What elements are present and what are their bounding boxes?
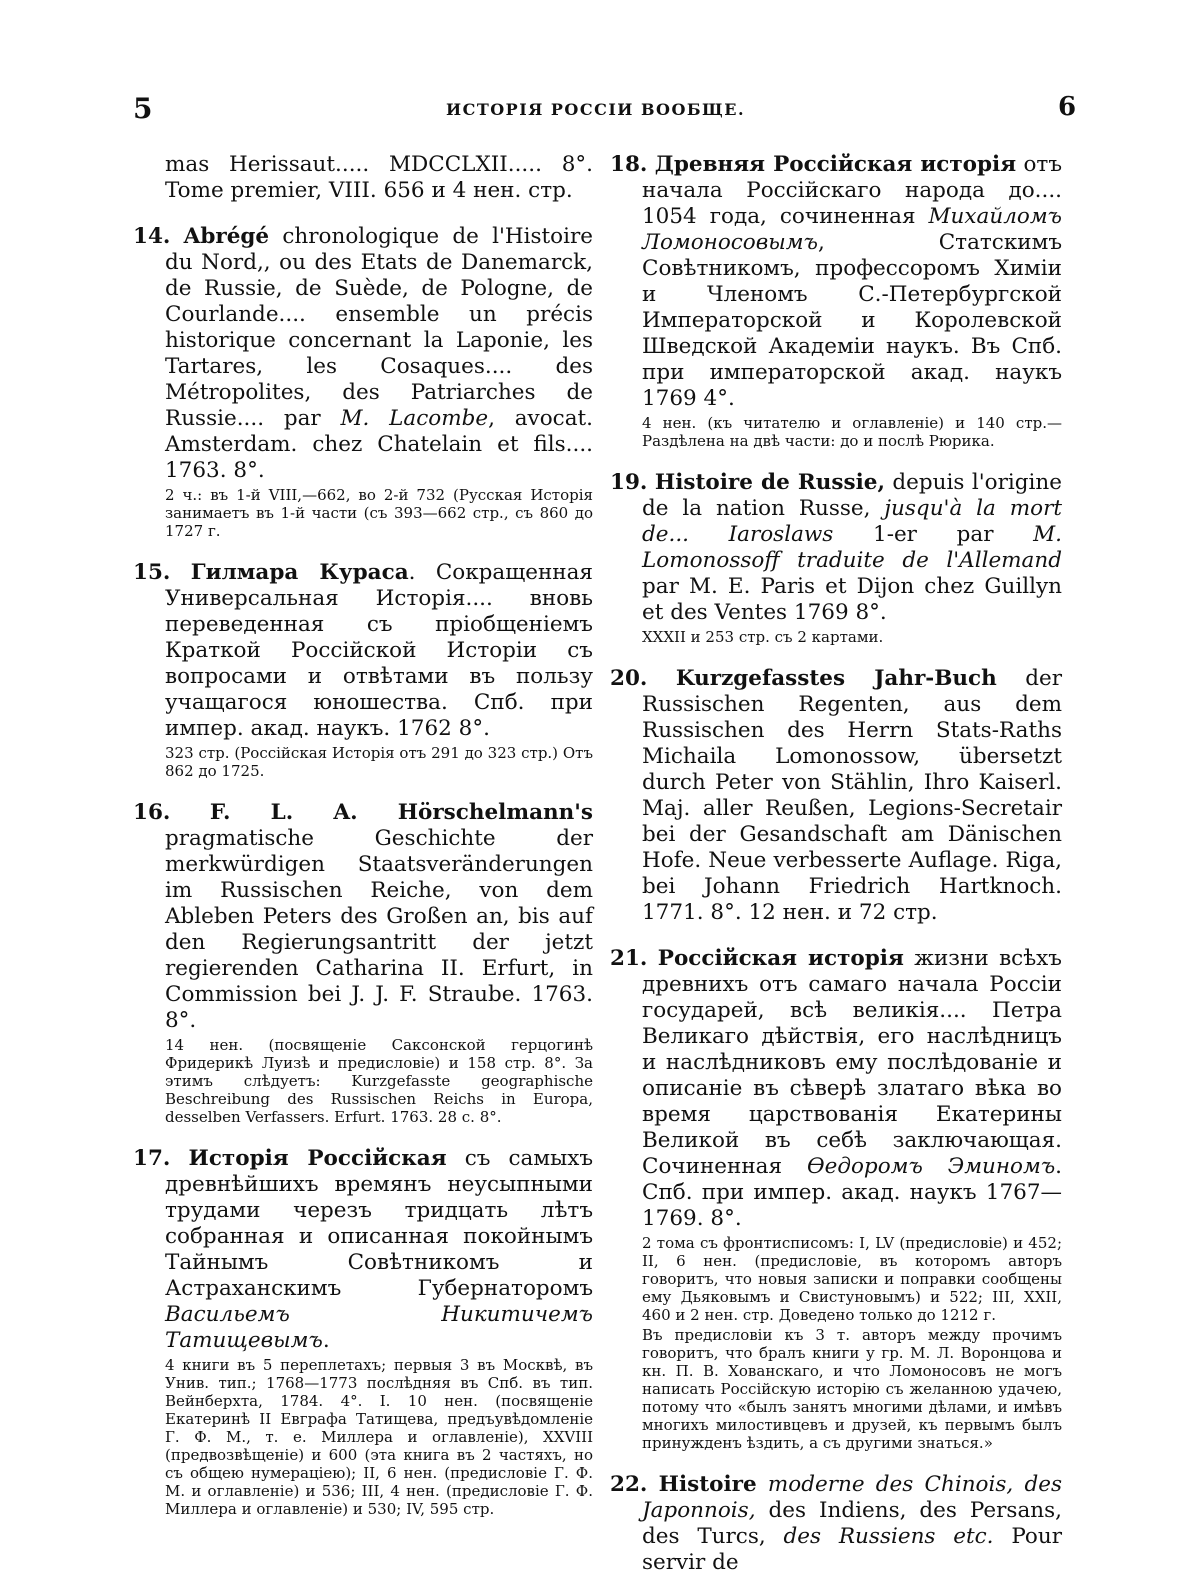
entry-italic-1: jusqu'à la mort de... Iaroslaws (642, 496, 1063, 547)
entry-body (133, 224, 593, 484)
entry-author: M. Lacombe (340, 406, 489, 431)
entry-italic-1: moderne des Chinois, des Japonnois, (642, 1472, 1062, 1523)
entry-title: F. L. A. Hörschelmann's (209, 800, 593, 825)
entry-text: отъ начала Россійскаго народа до.... 1054 года, сочиненная (642, 152, 1062, 229)
entry-body (610, 666, 1062, 926)
entry-author: Васильемъ Никитичемъ Татищевымъ (165, 1302, 593, 1353)
entry-author: Ѳедоромъ Эминомъ (807, 1154, 1056, 1179)
entry-21 (610, 946, 1062, 1452)
entry-text-2: . Спб. при импер. акад. наукъ 1767—1769. 8°. (642, 1154, 1062, 1231)
entry-number: 21. (610, 946, 648, 971)
entry-text: жизни всѣхъ древнихъ отъ самаго начала Россіи государей, всѣ великія.... Петра Великаго дѣйствія, его наслѣдницъ и наслѣдниковъ ему послѣдованіе и описаніе въ сѣверѣ златаго вѣка во время царствованія Екатерины Великой въ себѣ заключающая. Сочиненная (642, 946, 1062, 1179)
entry-title: Histoire de Russie, (654, 470, 885, 495)
entry-note: 4 нен. (къ читателю и оглавленіе) и 140 стр.— Раздѣлена на двѣ части: до и послѣ Рюрика. (642, 414, 1062, 450)
right-column (610, 152, 1062, 1596)
entry-body (610, 470, 1062, 626)
entry-text: съ самыхъ древнѣйшихъ времянъ неусыпными трудами черезъ тридцать лѣтъ собранная и описанная покойнымъ Тайнымъ Совѣтникомъ и Астраханскимъ Губернаторомъ (165, 1146, 594, 1301)
entry-text: chronologique de l'Histoire du Nord,, ou des Etats de Danemarck, de Russie, de Suède, de Pologne, de Courlande.... ensemble un précis historique concernant la Laponie, les Tartares, les Cosaques.... des Métropolites, des Patriarches de Russie.... par (165, 224, 593, 431)
entry-title: Kurzgefasstes Jahr-Buch (675, 666, 997, 691)
entry-body (610, 1472, 1062, 1576)
entry-text: pragmatische Geschichte der merkwürdigen Staatsveränderungen im Russischen Reiche, von dem Ableben Peters des Großen an, bis auf den Regierungsantritt der jetzt regierenden Catharina II. Erfurt, in Commission bei J. J. F. Straube. 1763. 8°. (165, 826, 593, 1033)
entry-18 (610, 152, 1062, 450)
entry-note: 323 стр. (Россійская Исторія отъ 291 до 323 стр.) Отъ 862 до 1725. (165, 744, 593, 780)
entry-number: 16. (133, 800, 171, 825)
entry-19 (610, 470, 1062, 646)
entry-number: 19. (610, 470, 648, 495)
entry-body (133, 560, 593, 742)
entry-author: Михайломъ Ломоносовымъ (642, 204, 1062, 255)
entry-note: 2 ч.: въ 1-й VIII,—662, во 2-й 732 (Русская Исторія занимаетъ въ 1-й части (съ 393—662 стр., съ 860 до 1727 г. (165, 486, 593, 540)
entry-body (133, 800, 593, 1034)
entry-text-2: Pour servir de (642, 1524, 1062, 1575)
entry-number: 17. (133, 1146, 171, 1171)
entry-continued (133, 152, 593, 204)
entry-20 (610, 666, 1062, 926)
entry-italic-2: des Russiens etc. (783, 1524, 994, 1549)
entry-22 (610, 1472, 1062, 1576)
entry-text: des Indiens, des Persans, des Turcs, (642, 1498, 1062, 1549)
page-number-right: 6 (1058, 92, 1077, 122)
entry-title: Древняя Россійская исторія (654, 152, 1017, 177)
entry-title: Гилмара Кураса (190, 560, 409, 585)
entry-number: 22. (610, 1472, 648, 1497)
entry-text: depuis l'origine de la nation Russe, (642, 470, 1062, 521)
entry-title: Исторія Россійская (188, 1146, 447, 1171)
entry-number: 15. (133, 560, 171, 585)
entry-text-3: par M. E. Paris et Dijon chez Guillyn et des Ventes 1769 8°. (642, 574, 1062, 625)
entry-text: . Сокращенная Универсальная Исторія.... вновь переведенная съ пріобщеніемъ Краткой Россійской Исторіи съ вопросами и отвѣтами въ пользу учащагося юношества. Спб. при импер. акад. наукъ. 1762 8°. (165, 560, 593, 741)
entry-text-2: , avocat. Amsterdam. chez Chatelain et fils.... 1763. 8°. (165, 406, 593, 483)
entry-body (610, 946, 1062, 1232)
entry-16 (133, 800, 593, 1126)
entry-text: mas Herissaut..... MDCCLXII..... 8°. Tome premier, VIII. 656 и 4 нен. стр. (165, 152, 593, 203)
entry-note: 14 нен. (посвященіе Саксонской герцогинѣ Фридерикѣ Луизѣ и предисловіе) и 158 стр. 8°. За этимъ слѣдуетъ: Kurzgefasste geographische Beschreibung des Russischen Reichs in Europa, desselben Verfassers. Erfurt. 1763. 28 с. 8°. (165, 1036, 593, 1126)
entry-note: 4 книги въ 5 переплетахъ; первыя 3 въ Москвѣ, въ Унив. тип.; 1768—1773 послѣдняя въ Спб. въ тип. Вейнберхта, 1784. 4°. I. 10 нен. (посвященіе Екатеринѣ II Евграфа Татищева, предъувѣдомленіе Г. Ф. М., т. е. Миллера и оглавленіе), XXVIII (предвозвѣщеніе) и 600 (эта книга въ 2 частяхъ, но съ общею нумераціею); II, 6 нен. (предисловіе Г. Ф. М. и оглавленіе) и 536; III, 4 нен. (предисловіе Г. Ф. Миллера и оглавленіе) и 530; IV, 595 стр. (165, 1356, 593, 1518)
entry-14 (133, 224, 593, 540)
entry-title: Abrégé (183, 224, 270, 249)
entry-text-2: . (322, 1328, 330, 1353)
entry-text-2: 1-er par (833, 522, 1034, 547)
entry-title: Россійская исторія (657, 946, 904, 971)
entry-text-2: , Статскимъ Совѣтникомъ, профессоромъ Химіи и Членомъ С.-Петербургской Императорской и Королевской Шведской Академіи наукъ. Въ Спб. при императорской акад. наукъ 1769 4°. (642, 230, 1062, 411)
entry-number: 14. (133, 224, 171, 249)
entry-body (610, 152, 1062, 412)
entry-text: der Russischen Regenten, aus dem Russischen des Herrn Stats-Raths Michaila Lomonossow, übersetzt durch Peter von Stählin, Ihro Kaiserl. Maj. aller Reußen, Legions-Secretair bei der Gesandschaft am Dänischen Hofe. Neue verbesserte Auflage. Riga, bei Johann Friedrich Hartknoch. 1771. 8°. 12 нен. и 72 стр. (642, 666, 1062, 925)
entry-note-2: Въ предисловіи къ 3 т. авторъ между прочимъ говоритъ, что бралъ книги у гр. М. Л. Воронцова и кн. П. В. Хованскаго, и что Ломоносовъ не могъ написать Россійскую исторію съ желанною удачею, потому что «былъ занятъ многими дѣлами, и имѣвъ многихъ милостивцевъ и друзей, къ первымъ былъ принужденъ ѣздить, а съ другими знаться.» (642, 1326, 1062, 1452)
entry-17 (133, 1146, 593, 1518)
entry-number: 20. (610, 666, 648, 691)
entry-note: 2 тома съ фронтисписомъ: I, LV (предисловіе) и 452; II, 6 нен. (предисловіе, въ которомъ авторъ говоритъ, что новыя записки и поправки сообщены ему Дьяковымъ и Свистуновымъ) и 522; III, XXII, 460 и 2 нен. стр. Доведено только до 1212 г. (642, 1234, 1062, 1324)
page-number-left: 5 (133, 92, 153, 125)
entry-italic-2: M. Lomonossoff traduite de l'Allemand (642, 522, 1062, 573)
entry-number: 18. (610, 152, 648, 177)
left-column (133, 152, 593, 1538)
entry-15 (133, 560, 593, 780)
entry-title: Histoire (658, 1472, 757, 1497)
running-header: ИСТОРІЯ РОССІИ ВООБЩЕ. (445, 100, 746, 119)
entry-note: XXXII и 253 стр. съ 2 картами. (642, 628, 884, 646)
entry-body (133, 1146, 593, 1354)
